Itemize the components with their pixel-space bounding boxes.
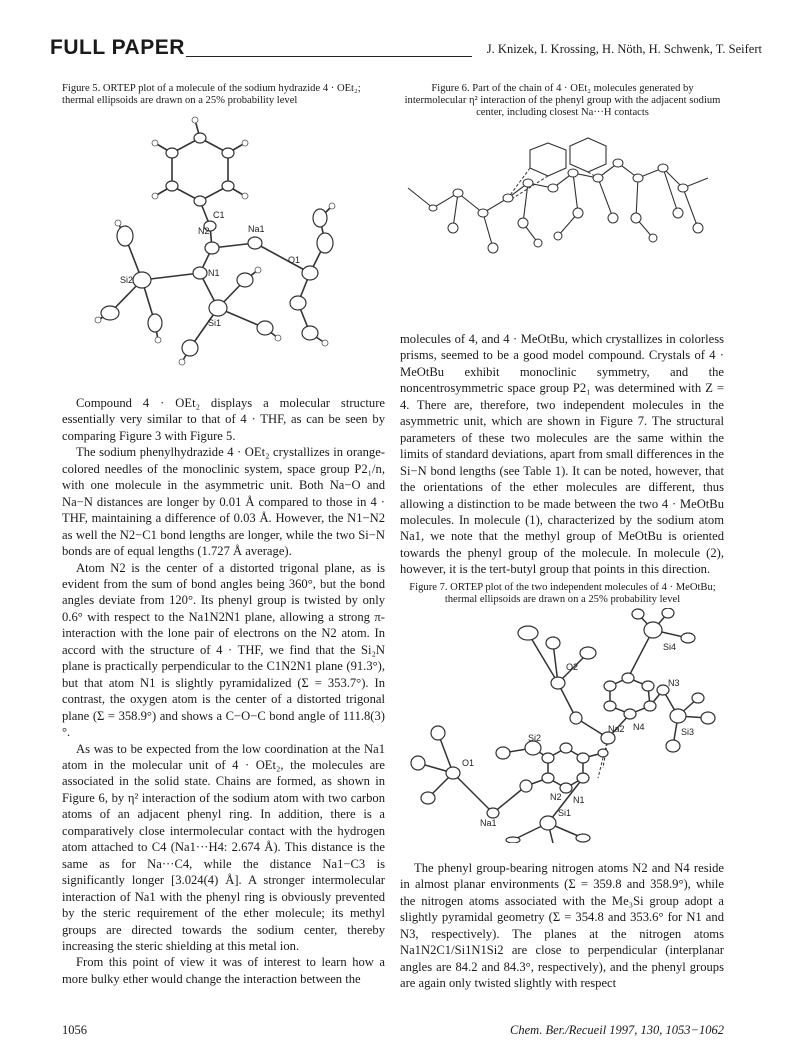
page-header <box>50 36 762 64</box>
label-si2: Si2 <box>120 275 134 285</box>
section-label: FULL PAPER <box>50 36 185 59</box>
paragraph: Atom N2 is the center of a distorted trigonal plane, as is evident from the sum of bond angles being 360°, but the bond angles deviate from 120°. Its phenyl group is twisted by only 0.6° with respect to the Na1N2N1 plane, allowing a strong π-interaction with the lone pair of electrons on the N2 atom. In accord with the structure of 4 · THF, we find that the Si₂N plane is practically perpendicular to the C1N2N1 plane (91.3°), but that atom N1 is slightly pyramidalized (Σ = 353.7°). In contrast, the oxygen atom is the center of a distorted trigonal plane (Σ = 358.9°) and shows a C−O−C bond angle of 111.8(3)°. <box>62 560 385 740</box>
label-si1: Si1 <box>558 808 572 818</box>
label-si2: Si2 <box>528 733 542 743</box>
figure-7-caption: Figure 7. ORTEP plot of the two independent molecules of 4 · MeOtBu; thermal ellipsoids are drawn on a 25% probability level <box>409 582 716 605</box>
label-si1: Si1 <box>208 318 222 328</box>
label-o1: O1 <box>288 255 301 265</box>
figure-5-caption: Figure 5. ORTEP plot of a molecule of the sodium hydrazide 4 · OEt₂; thermal ellipsoids are drawn on a 25% probability level <box>62 83 361 106</box>
label-n3: N3 <box>668 678 680 688</box>
label-n1: N1 <box>208 268 220 278</box>
paragraph: The phenyl group-bearing nitrogen atoms N2 and N4 reside in almost planar environments (Σ = 359.8 and 358.9°), while the nitrogen atoms associated with the Me₃Si group adopt a slightly pyramidal geometry (Σ = 354.8 and 353.6° for N1 and N3, respectively). The planes at the nitrogen atoms Na1N2C1/Si1N1Si2 are close to perpendicular (interplanar angles are 84.2 and 84.3°, respectively), and the phenyl groups are again only twisted slightly with respect <box>400 861 724 991</box>
paragraph: The sodium phenylhydrazide 4 · OEt₂ crystallizes in orange-colored needles of the monoclinic system, space group P2₁/n, with one molecule in the asymmetric unit. Both Na−O and Na−N distances are longer by 0.01 Å compared to those in 4 · THF, maintaining a difference of 0.03 Å. However, the N1−N2 as well the N2−C1 bond lengths are longer, while the two Si−N bonds are of equal lengths (1.727 Å average). <box>62 445 385 559</box>
label-na1: Na1 <box>480 818 497 828</box>
paragraph: molecules of 4, and 4 · MeOtBu, which crystallizes in colorless prisms, seemed to be a good model compound. Crystals of 4 · MeOtBu exhibit monoclinic symmetry, and the noncentrosymmetric space group P2₁ was determined with Z = 4. There are, therefore, two independent molecules in the asymmetric unit, which are shown in Figure 7. The structural parameters of these two molecules are the same within the limits of standard deviations, apart from small differences in the Si−N bond lengths (see Table 1). It can be noted, however, that the orientations of the ether molecules are different, thus allowing a distinction to be made between the two 4 · MeOtBu molecules. In molecule (1), characterized by the sodium atom Na1, we note that the methyl group of MeOtBu is oriented towards the phenyl group of the molecule. In molecule (2), however, it is the tert-butyl group that points in this direction. <box>400 332 724 577</box>
paragraph: From this point of view it was of interest to learn how a more bulky ether would change the interaction between the <box>62 955 385 986</box>
label-si4: Si4 <box>663 642 677 652</box>
label-na1: Na1 <box>248 224 265 234</box>
figure-5-ortep <box>70 108 370 378</box>
figure-6-caption: Figure 6. Part of the chain of 4 · OEt₂ molecules generated by intermolecular η² interaction of the phenyl group with the adjacent sodium center, including closest Na···H contacts <box>404 83 721 118</box>
running-authors: J. Knizek, I. Krossing, H. Nöth, H. Schwenk, T. Seifert <box>486 42 762 56</box>
right-column-text-bottom <box>400 860 724 992</box>
label-n2: N2 <box>550 792 562 802</box>
page-number: 1056 <box>62 1023 87 1037</box>
label-n2: N2 <box>198 226 210 236</box>
label-c1: C1 <box>213 210 225 220</box>
figure-6-chain <box>398 118 728 288</box>
label-si3: Si3 <box>681 727 695 737</box>
figure-7-ortep <box>398 608 728 843</box>
label-n1: N1 <box>573 795 585 805</box>
label-na2: Na2 <box>608 724 625 734</box>
header-rule <box>186 56 472 57</box>
left-column-text <box>62 395 385 987</box>
label-o2: O2 <box>566 662 579 672</box>
journal-reference: Chem. Ber./Recueil 1997, 130, 1053−1062 <box>510 1023 724 1037</box>
paragraph: Compound 4 · OEt₂ displays a molecular structure essentially very similar to that of 4 · THF, as can be seen by comparing Figure 3 with Figure 5. <box>62 396 385 443</box>
paragraph: As was to be expected from the low coordination at the Na1 atom in the molecular unit of 4 · OEt₂, the molecules are associated in the solid state. Chains are formed, as shown in Figure 6, by η² interaction of the sodium atom with two carbon atoms of an adjacent phenyl ring. In addition, there is a comparatively close intermolecular contact with the hydrogen atom attached to C4 (Na1···H4: 2.674 Å). This distance is the same as for Na···C4, while the distance Na1−C3 is significantly longer [3.024(4) Å]. A stronger intermolecular interaction of Na1 with the phenyl ring is obviously prevented by the steric requirement of the ether molecule; its methyl groups are directed towards the sodium center, thereby increasing the steric shielding at this metal ion. <box>62 741 385 953</box>
label-o1: O1 <box>462 758 475 768</box>
label-n4: N4 <box>633 722 645 732</box>
right-column-text-top <box>400 331 724 578</box>
